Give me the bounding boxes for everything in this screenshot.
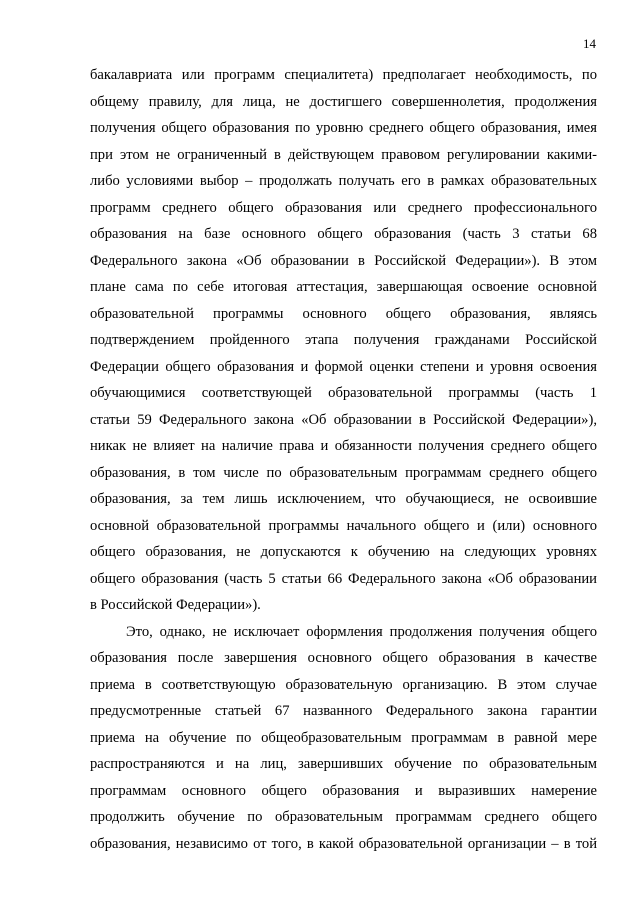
text-line: образования, независимо от того, в какой образовательной организации – в той [90,835,597,852]
document-body [90,62,597,857]
text-line: распространяются и на лиц, завершивших обучение по образовательным [90,756,597,772]
page-number: 14 [583,36,596,51]
text-line: обучающимися соответствующей образовательной программы (часть 1 [90,385,597,401]
text-line: получения общего образования по уровню среднего общего образования, имея [90,120,597,136]
text-line: при этом не ограниченный в действующем правовом регулировании какими- [90,146,597,163]
text-line: образовательной программы основного общего образования, являясь [90,305,597,322]
text-line: Это, однако, не исключает оформления продолжения получения общего [126,623,597,640]
text-line: плане сама по себе итоговая аттестация, завершающая освоение основной [90,279,597,295]
text-line: в Российской Федерации»). [90,597,261,613]
text-line: общего образования, не допускаются к обучению на следующих уровнях [90,544,597,560]
text-line: Федерального закона «Об образовании в Российской Федерации»). В этом [90,252,597,269]
text-line: образования, за тем лишь исключением, что обучающиеся, не освоившие [90,491,597,507]
text-line: основной образовательной программы начального общего и (или) основного [90,517,597,534]
text-line: либо условиями выбор – продолжать получать его в рамках образовательных [90,173,597,189]
text-line: программ среднего общего образования или среднего профессионального [90,199,597,216]
text-line: продолжить обучение по образовательным программам среднего общего [90,809,597,825]
text-line: образования на базе основного общего образования (часть 3 статьи 68 [90,226,597,242]
paragraph-2 [90,619,597,858]
text-line: бакалавриата или программ специалитета) предполагает необходимость, по [90,67,597,83]
paragraph-1 [90,62,597,619]
text-line: статьи 59 Федерального закона «Об образовании в Российской Федерации»), [90,411,597,428]
text-line: программам основного общего образования и выразивших намерение [90,782,597,799]
text-line: подтверждением пройденного этапа получения гражданами Российской [90,332,597,348]
text-line: образования, в том числе по образовательным программам среднего общего [90,464,597,481]
text-line: приема на обучение по общеобразовательным программам в равной мере [90,729,597,746]
text-line: образования после завершения основного общего образования в качестве [90,650,597,666]
text-line: приема в соответствующую образовательную организацию. В этом случае [90,676,597,693]
text-line: предусмотренные статьей 67 названного Федерального закона гарантии [90,703,597,719]
text-line: Федерации общего образования и формой оценки степени и уровня освоения [90,358,597,375]
text-line: никак не влияет на наличие права и обязанности получения среднего общего [90,438,597,454]
text-line: общему правилу, для лица, не достигшего совершеннолетия, продолжения [90,93,597,110]
text-line: общего образования (часть 5 статьи 66 Федерального закона «Об образовании [90,570,597,587]
